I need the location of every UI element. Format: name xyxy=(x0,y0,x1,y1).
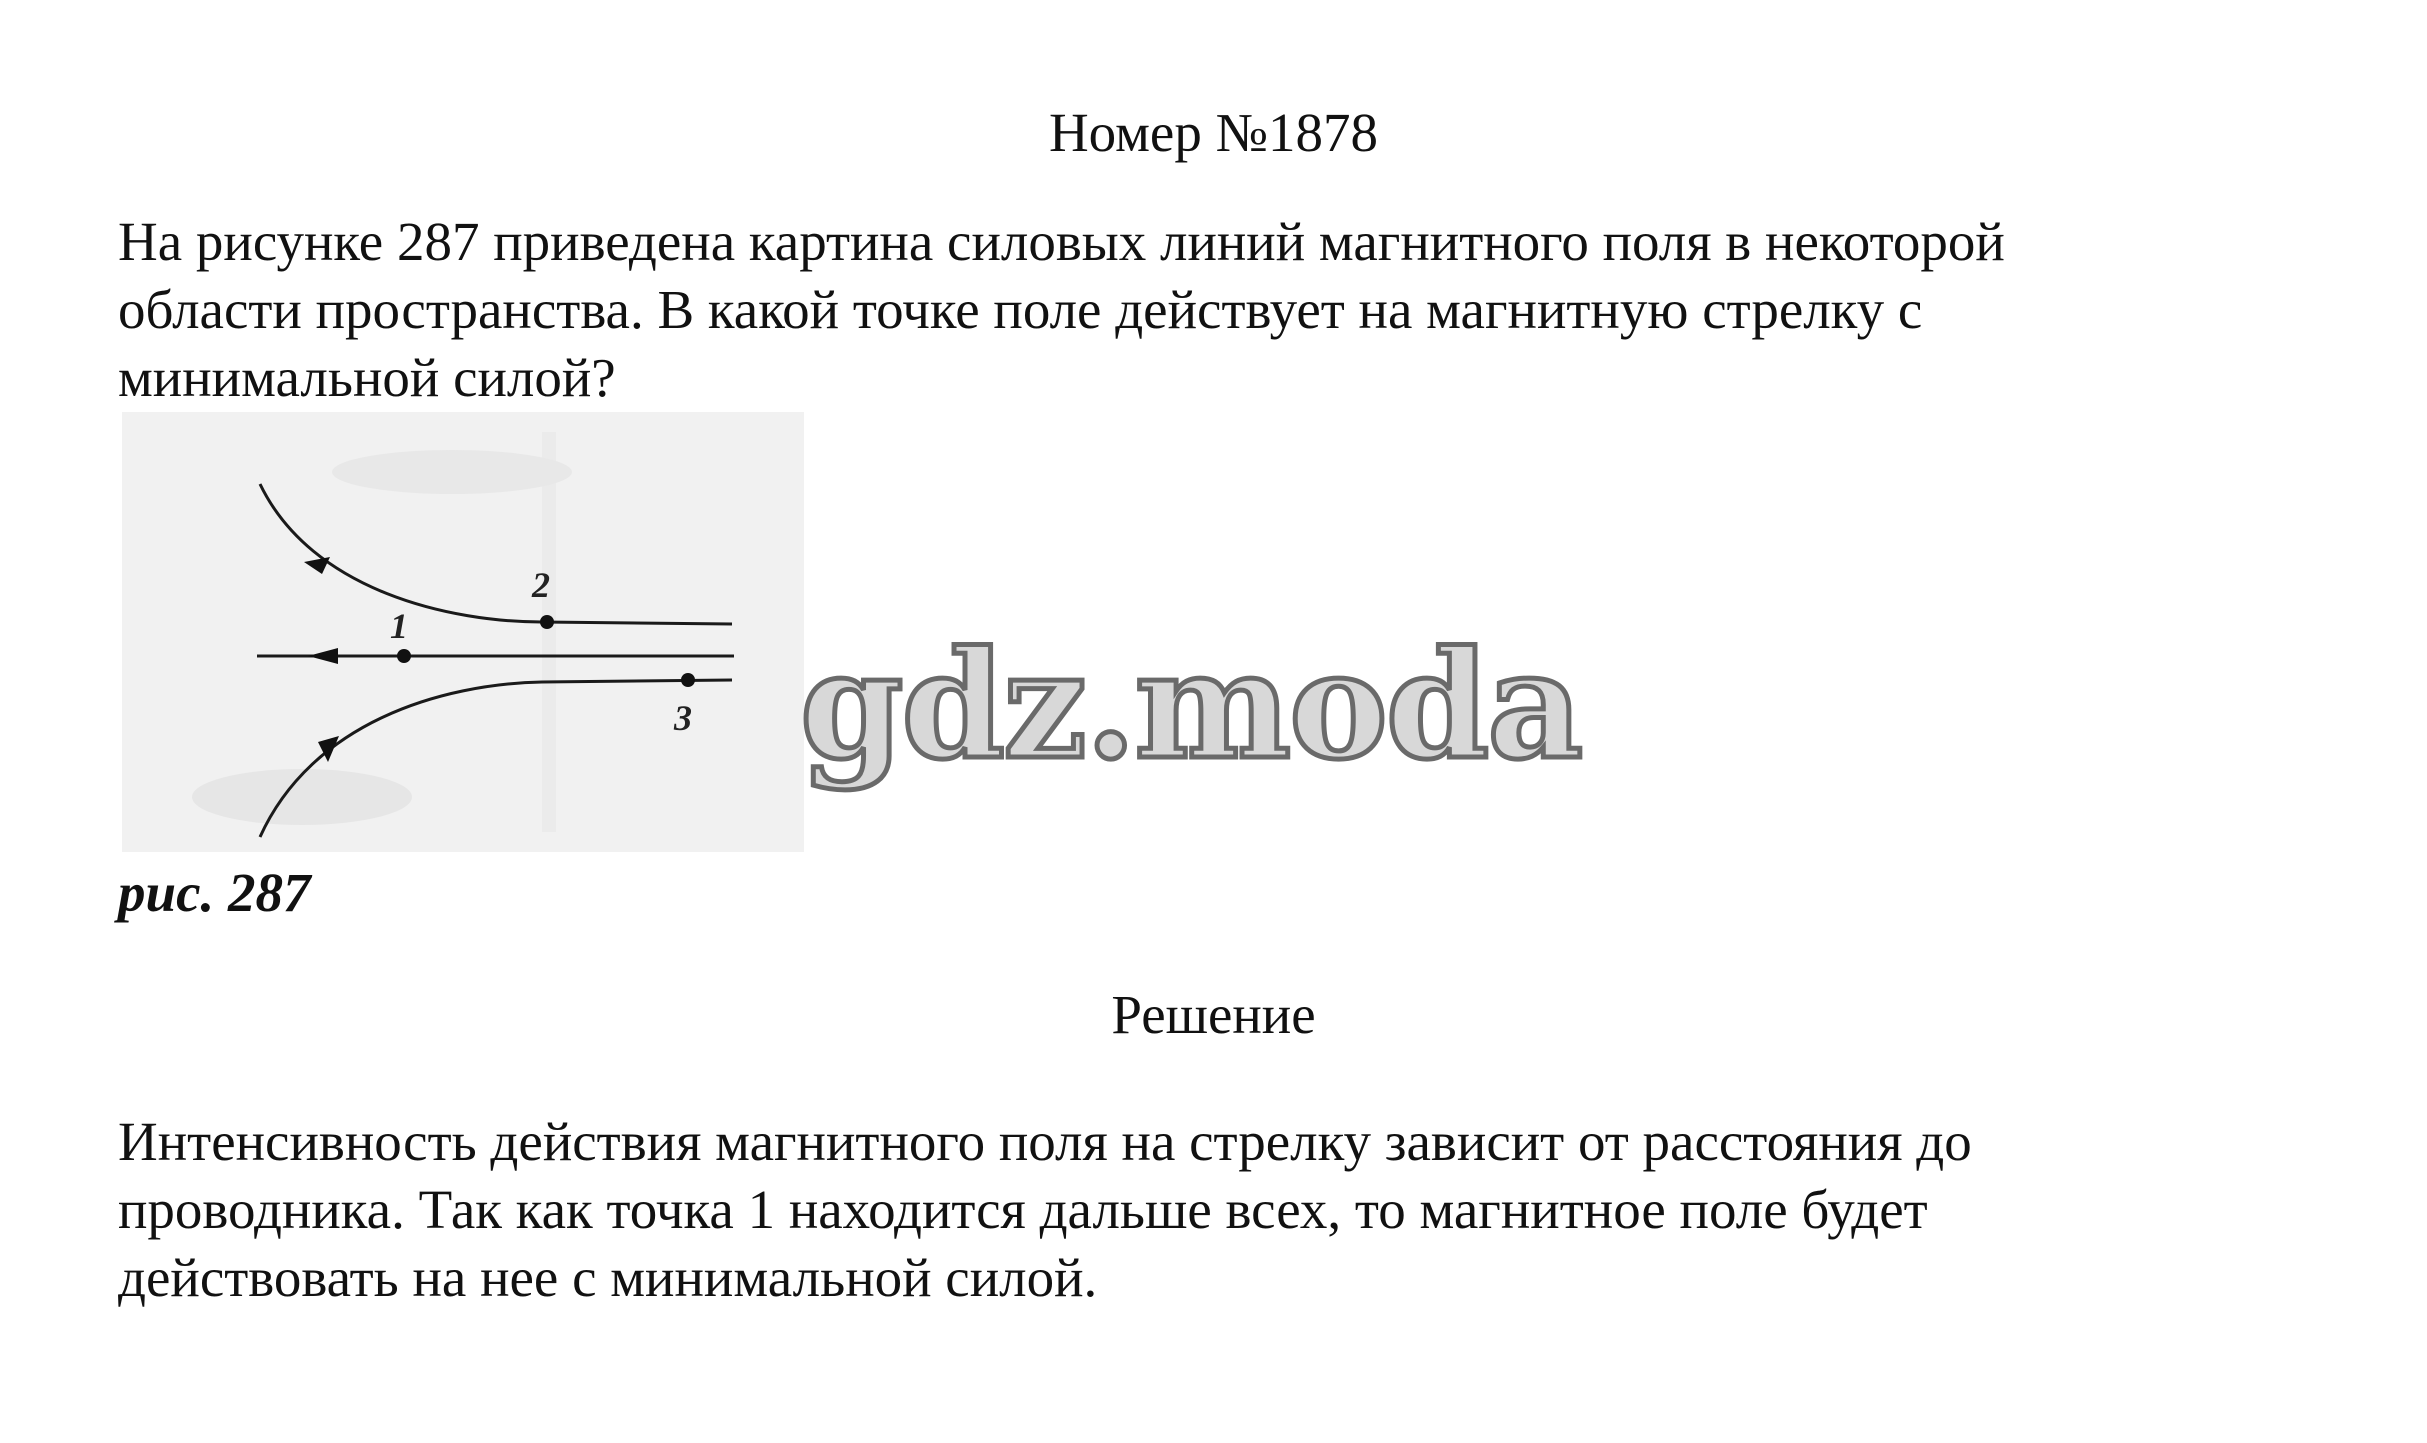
problem-text xyxy=(118,208,2348,412)
solution-text xyxy=(118,1108,2348,1312)
watermark-logo: gdz.moda xyxy=(800,618,1582,792)
point-label-3: 3 xyxy=(674,698,692,738)
problem-line: На рисунке 287 приведена картина силовых линий магнитного поля в некоторой xyxy=(118,211,2005,272)
scan-smudge xyxy=(192,769,412,825)
solution-line: действовать на нее с минимальной силой. xyxy=(118,1247,1098,1308)
solution-heading: Решение xyxy=(1111,984,1316,1045)
point-3-marker xyxy=(681,673,695,687)
scan-smudge xyxy=(542,432,556,832)
problem-line: области пространства. В какой точке поле действует на магнитную стрелку с xyxy=(118,279,1923,340)
problem-line: минимальной силой? xyxy=(118,347,616,408)
page-title: Номер №1878 xyxy=(1048,102,1379,163)
figure-caption: рис. 287 xyxy=(118,862,311,923)
point-2-marker xyxy=(540,615,554,629)
point-1-marker xyxy=(397,649,411,663)
point-label-2: 2 xyxy=(532,565,550,605)
solution-line: проводника. Так как точка 1 находится дальше всех, то магнитное поле будет xyxy=(118,1179,1928,1240)
magnetic-field-figure xyxy=(122,412,804,852)
point-label-1: 1 xyxy=(390,606,408,646)
solution-line: Интенсивность действия магнитного поля на стрелку зависит от расстояния до xyxy=(118,1111,1972,1172)
scan-smudge xyxy=(332,450,572,494)
